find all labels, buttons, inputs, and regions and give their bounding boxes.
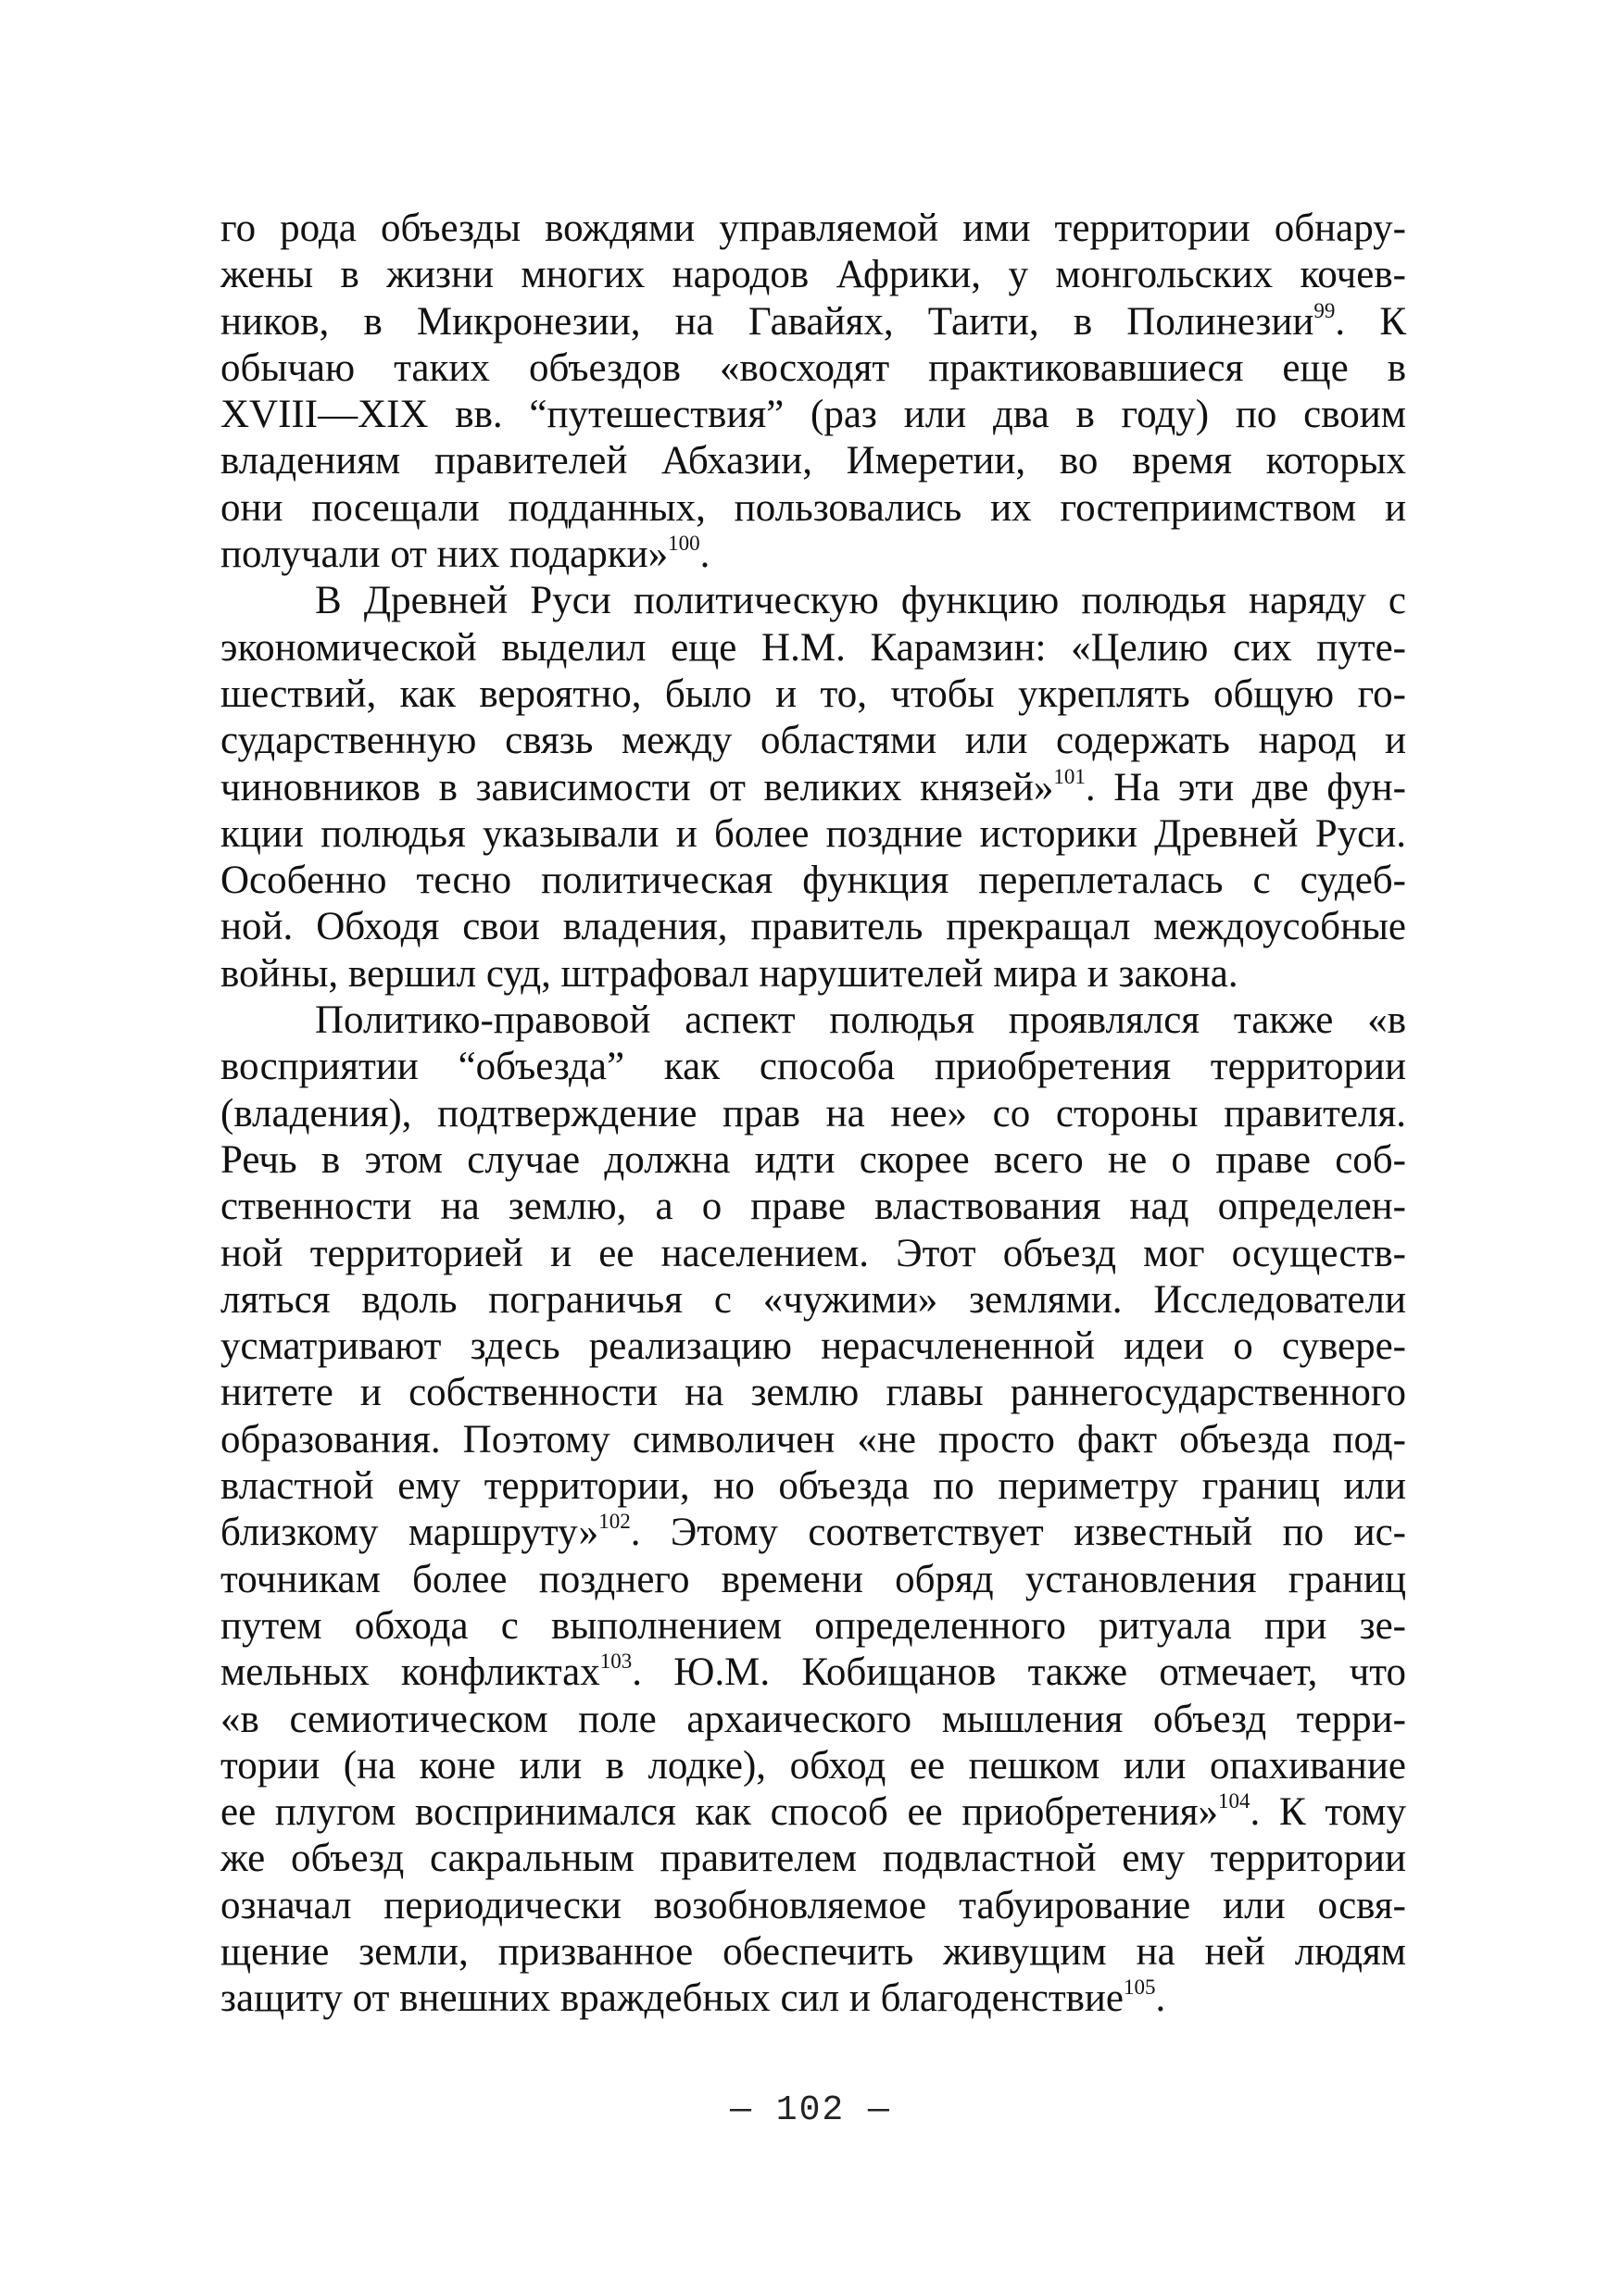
text-line (220, 1650, 1406, 1696)
text-line (220, 1463, 1406, 1510)
text-line (220, 1743, 1406, 1789)
text-line (220, 1184, 1406, 1230)
text-run: нитете и собственности на землю главы раннегосударственного (220, 1371, 1406, 1415)
text-line (220, 904, 1406, 950)
text-line (220, 1091, 1406, 1137)
footnote-ref: 99 (1313, 298, 1336, 322)
text-run: жены в жизни многих народов Африки, у монгольских кочев- (220, 253, 1406, 297)
text-run: . На эти две фун- (1085, 765, 1406, 809)
text-run: войны, вершил суд, штрафовал нарушителей мира и закона. (220, 951, 1238, 996)
text-run: ляться вдоль пограничья с «чужими» землями. Исследователи (220, 1277, 1406, 1322)
footnote-ref: 101 (1053, 764, 1086, 788)
text-run: кции полюдья указывали и более поздние историки Древней Руси. (220, 811, 1406, 856)
page-number: — 102 — (730, 2090, 891, 2130)
text-line (220, 206, 1406, 252)
text-run: получали от них подарки» (220, 533, 669, 577)
text-run: «в семиотическом поле архаического мышления объезд терри- (220, 1697, 1406, 1741)
text-line (220, 1603, 1406, 1650)
text-line (220, 1231, 1406, 1277)
text-run: обычаю таких объездов «восходят практиковавшиеся еще в (220, 345, 1406, 390)
text-line (220, 1510, 1406, 1556)
paragraph (220, 206, 1406, 578)
text-run: владениям правителей Абхазии, Имеретии, во время которых (220, 439, 1406, 483)
text-run: образования. Поэтому символичен «не просто факт объезда под- (220, 1417, 1406, 1462)
text-run: тории (на коне или в лодке), обход ее пешком или опахивание (220, 1743, 1406, 1788)
text-line (220, 858, 1406, 904)
text-run: шествий, как вероятно, было и то, чтобы укреплять общую го- (220, 671, 1406, 716)
paragraph (220, 578, 1406, 997)
paragraph (220, 997, 1406, 2023)
text-run: близкому маршруту» (220, 1511, 599, 1555)
text-line (220, 1789, 1406, 1836)
text-run: ственности на землю, а о праве властвования над определен- (220, 1185, 1406, 1229)
text-run: . Этому соответствует известный по ис- (630, 1511, 1406, 1555)
text-line (220, 1324, 1406, 1370)
text-line (220, 951, 1406, 997)
text-line (220, 625, 1406, 671)
text-line (220, 1883, 1406, 1929)
text-line (220, 1137, 1406, 1184)
footnote-ref: 102 (598, 1510, 631, 1534)
text-run: ников, в Микронезии, на Гавайях, Таити, в Полинезии (220, 299, 1314, 344)
body-text (220, 206, 1406, 2023)
text-line (220, 1417, 1406, 1463)
text-run: . К тому (1250, 1790, 1406, 1835)
text-run: Особенно тесно политическая функция переплеталась с судеб- (220, 859, 1406, 903)
text-run: . К (1335, 299, 1406, 344)
text-run: они посещали подданных, пользовались их гостеприимством и (220, 485, 1406, 530)
text-line (220, 765, 1406, 811)
text-line (220, 345, 1406, 392)
text-run: же объезд сакральным правителем подвластной ему территории (220, 1837, 1406, 1881)
text-line (220, 1929, 1406, 1976)
text-line (220, 1836, 1406, 1882)
text-run: (владения), подтверждение прав на нее» со стороны правителя. (220, 1091, 1406, 1135)
text-run: властной ему территории, но объезда по периметру границ или (220, 1464, 1406, 1509)
text-line (220, 718, 1406, 764)
text-run: защиту от внешних враждебных сил и благоденствие (220, 1976, 1125, 2021)
text-run: . (699, 533, 710, 577)
text-line (220, 438, 1406, 484)
text-line (220, 1976, 1406, 2022)
text-run: XVIII—XIX вв. “путешествия” (раз или два в году) по своим (220, 393, 1406, 437)
text-line (220, 578, 1406, 624)
text-line (220, 811, 1406, 858)
text-line (220, 485, 1406, 532)
text-run: чиновников в зависимости от великих князей» (220, 765, 1054, 809)
text-run: восприятии “объезда” как способа приобретения территории (220, 1045, 1406, 1089)
text-line (220, 997, 1406, 1044)
footnote-ref: 100 (668, 532, 700, 556)
text-line (220, 1370, 1406, 1416)
text-line (220, 392, 1406, 438)
text-run: ее плугом воспринимался как способ ее приобретения» (220, 1790, 1218, 1835)
text-run: . (1155, 1976, 1166, 2021)
text-run: путем обхода с выполнением определенного ритуала при зе- (220, 1603, 1406, 1648)
text-line (220, 299, 1406, 345)
text-run: . Ю.М. Кобищанов также отмечает, что (632, 1650, 1406, 1695)
text-run: Речь в этом случае должна идти скорее всего не о праве соб- (220, 1137, 1406, 1182)
footnote-ref: 105 (1124, 1976, 1156, 2000)
text-line (220, 1044, 1406, 1090)
text-run: го рода объезды вождями управляемой ими территории обнару- (220, 207, 1406, 250)
text-run: точникам более позднего времени обряд установления границ (220, 1557, 1406, 1601)
text-run: ной. Обходя свои владения, правитель прекращал междоусобные (220, 905, 1406, 949)
text-line (220, 671, 1406, 718)
text-line (220, 1277, 1406, 1324)
text-line (220, 1557, 1406, 1603)
text-run: щение земли, призванное обеспечить живущим на ней людям (220, 1929, 1406, 1974)
footnote-ref: 104 (1218, 1789, 1250, 1813)
text-run: сударственную связь между областями или содержать народ и (220, 719, 1406, 763)
text-run: ной территорией и ее населением. Этот объезд мог осуществ- (220, 1231, 1406, 1275)
text-line (220, 532, 1406, 578)
text-line (220, 1697, 1406, 1743)
footnote-ref: 103 (599, 1650, 633, 1674)
text-run: усматривают здесь реализацию нерасчлененной идеи о сувере- (220, 1324, 1406, 1369)
text-run: экономической выделил еще Н.М. Карамзин: «Целию сих путе- (220, 625, 1406, 670)
text-line (220, 252, 1406, 298)
text-run: В Древней Руси политическую функцию полюдья наряду с (315, 579, 1406, 623)
text-run: означал периодически возобновляемое табуирование или освя- (220, 1883, 1406, 1927)
text-run: Политико-правовой аспект полюдья проявлялся также «в (315, 998, 1406, 1043)
text-run: мельных конфликтах (220, 1650, 600, 1695)
